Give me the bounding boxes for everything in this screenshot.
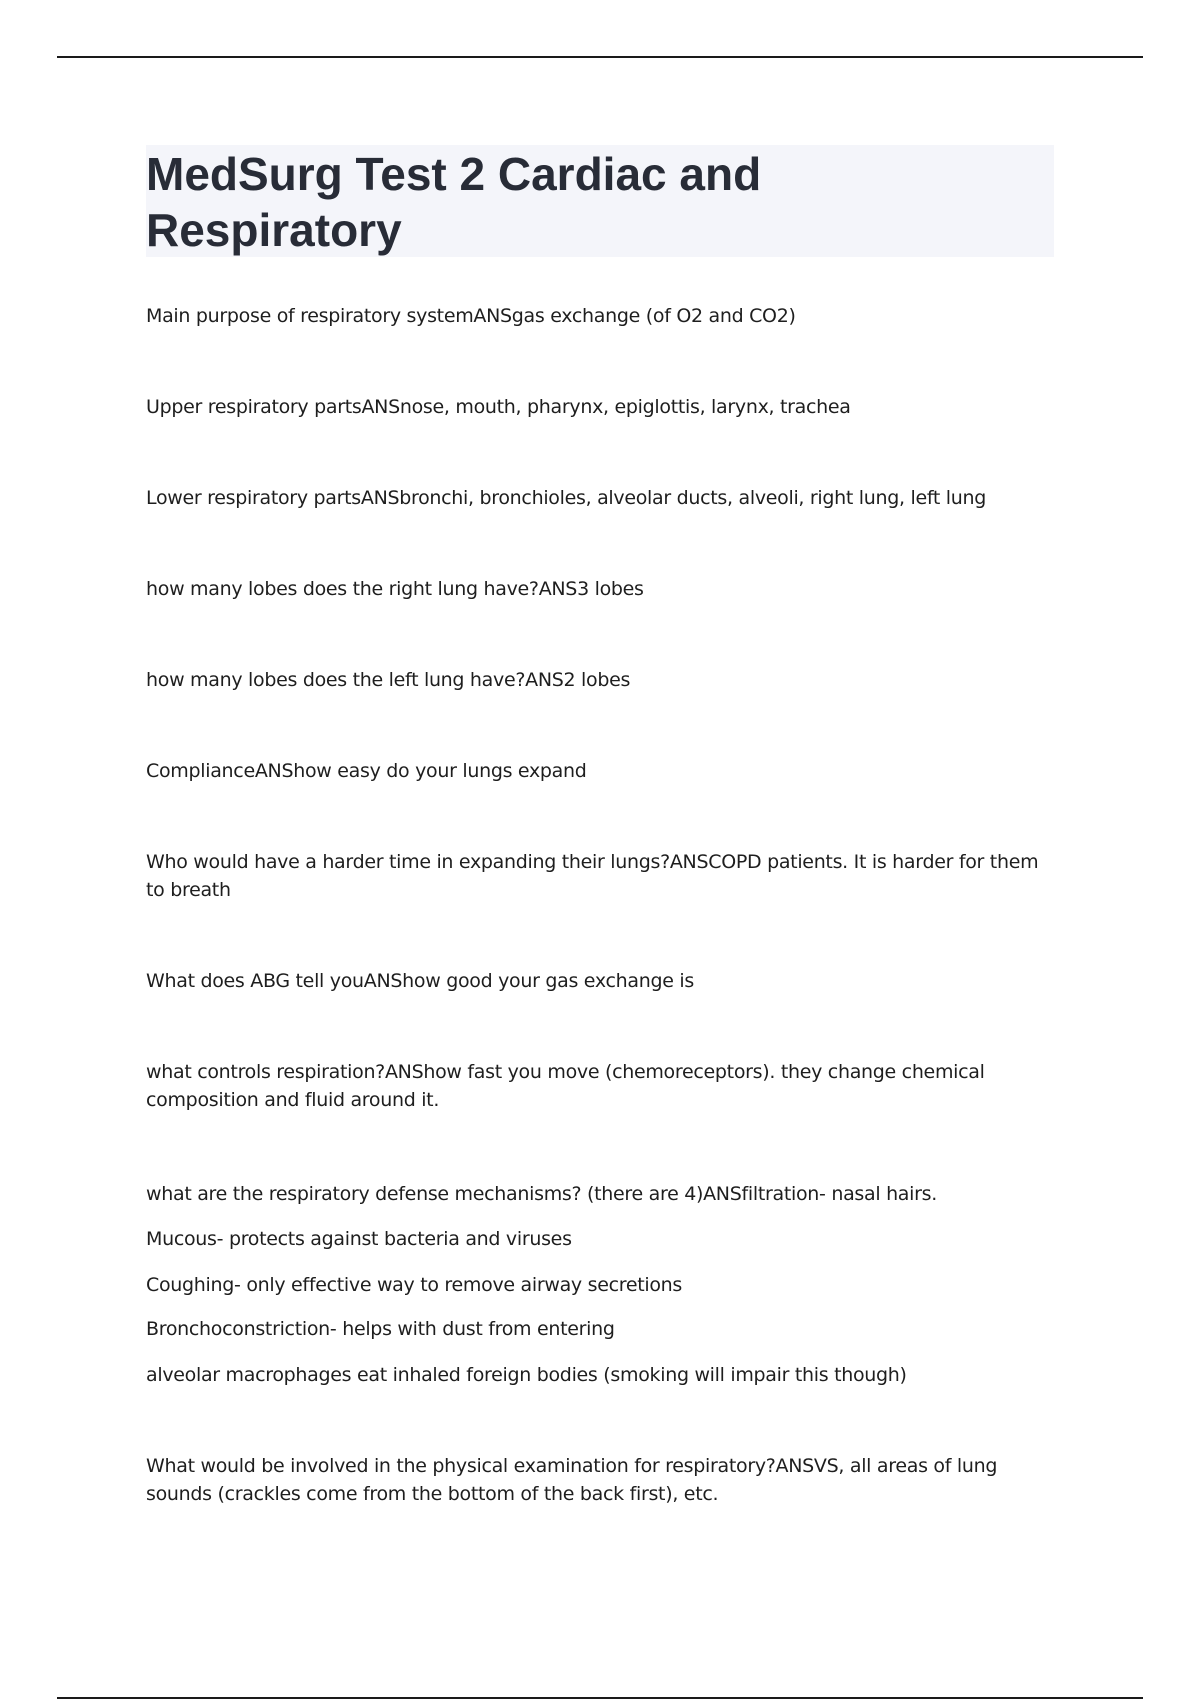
qa-item: ComplianceANShow easy do your lungs expand — [146, 760, 587, 782]
qa-item: what are the respiratory defense mechanisms? (there are 4)ANSfiltration- nasal hairs. — [146, 1183, 937, 1205]
qa-item: what controls respiration?ANShow fast you move (chemoreceptors). they change chemical composition and fluid around it. — [146, 1061, 985, 1111]
qa-subitem: Coughing- only effective way to remove airway secretions — [146, 1274, 683, 1296]
qa-item: Lower respiratory partsANSbronchi, bronchioles, alveolar ducts, alveoli, right lung, left lung — [146, 487, 987, 509]
qa-subitem: Bronchoconstriction- helps with dust from entering — [146, 1318, 615, 1340]
footer-rule — [57, 1697, 1143, 1699]
qa-subitem: Mucous- protects against bacteria and viruses — [146, 1228, 572, 1250]
qa-item: What would be involved in the physical examination for respiratory?ANSVS, all areas of lung sounds (crackles come from the bottom of the back first), etc. — [146, 1455, 998, 1505]
qa-subitem: alveolar macrophages eat inhaled foreign bodies (smoking will impair this though) — [146, 1364, 907, 1386]
qa-item: how many lobes does the left lung have?ANS2 lobes — [146, 669, 631, 691]
qa-item: Who would have a harder time in expanding their lungs?ANSCOPD patients. It is harder for them to breath — [146, 851, 1039, 901]
qa-item: how many lobes does the right lung have?ANS3 lobes — [146, 578, 644, 600]
header-rule — [57, 56, 1143, 58]
document-title: MedSurg Test 2 Cardiac and Respiratory — [146, 148, 762, 256]
qa-item: Main purpose of respiratory systemANSgas exchange (of O2 and CO2) — [146, 305, 796, 327]
qa-item: What does ABG tell youANShow good your gas exchange is — [146, 970, 694, 992]
qa-item: Upper respiratory partsANSnose, mouth, pharynx, epiglottis, larynx, trachea — [146, 396, 851, 418]
